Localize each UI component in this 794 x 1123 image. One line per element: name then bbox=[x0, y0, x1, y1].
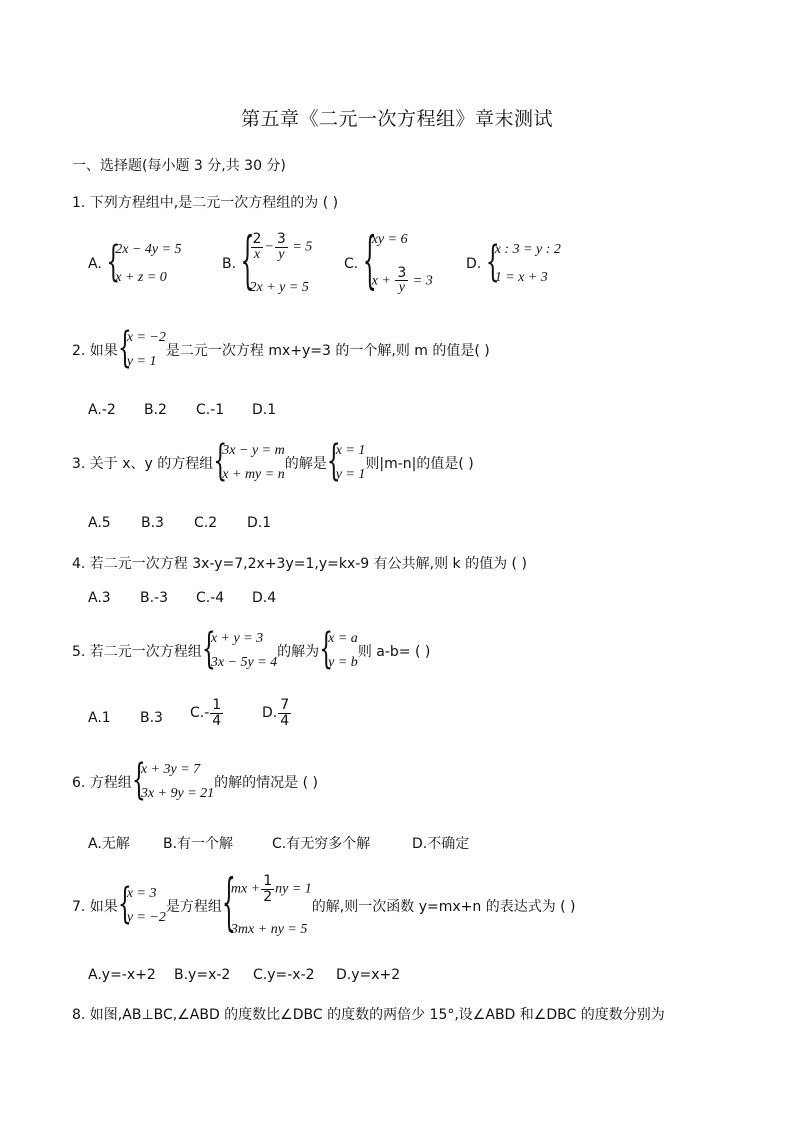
q7-prefix: 7. 如果 bbox=[72, 899, 118, 915]
q2-eq2: y = 1 bbox=[126, 354, 157, 369]
q6-eq1: x + 3y = 7 bbox=[140, 762, 201, 777]
q1-c-eq1: xy = 6 bbox=[371, 232, 408, 247]
q1-option-a-system: { 2x − 4y = 5 x + z = 0 bbox=[106, 239, 182, 287]
q5-c-frac-den: 4 bbox=[212, 712, 222, 729]
q6-suffix: 的解的情况是 ( ) bbox=[214, 775, 318, 791]
q3-sol2: y = 1 bbox=[335, 467, 366, 482]
q7-suffix: 的解,则一次函数 y=mx+n 的表达式为 ( ) bbox=[311, 899, 576, 915]
question-8-stem: 8. 如图,AB⊥BC,∠ABD 的度数比∠DBC 的度数的两倍少 15°,设∠ABD 和∠DBC 的度数分别为 bbox=[72, 1007, 665, 1023]
q7-option-c: C.y=-x-2 bbox=[253, 967, 315, 983]
q1-option-d bbox=[466, 239, 561, 287]
question-2 bbox=[72, 325, 490, 373]
q3-option-c: C.2 bbox=[194, 515, 218, 531]
q1-option-c-label: C. bbox=[344, 256, 359, 272]
q1-a-eq1: 2x − 4y = 5 bbox=[115, 242, 182, 257]
q1-option-b-label: B. bbox=[222, 256, 237, 272]
q3-eq1: 3x − y = m bbox=[222, 443, 285, 458]
q1-d-eq1: x : 3 = y : 2 bbox=[494, 242, 561, 257]
q5-option-b: B.3 bbox=[140, 710, 163, 726]
question-3 bbox=[72, 438, 474, 486]
section-heading: 一、选择题(每小题 3 分,共 30 分) bbox=[72, 158, 286, 174]
q6-equation-system: { x + 3y = 7 3x + 9y = 21 bbox=[131, 757, 215, 805]
q1-b-frac1-den: x bbox=[253, 246, 261, 262]
q3-option-a: A.5 bbox=[88, 515, 111, 531]
q7-frac-den: 2 bbox=[263, 888, 273, 905]
q3-eq2: x + my = n bbox=[222, 467, 285, 482]
q5-d-frac-num: 7 bbox=[280, 697, 290, 713]
q1-option-d-system: { x : 3 = y : 2 1 = x + 3 bbox=[485, 239, 561, 287]
q7-option-a: A.y=-x+2 bbox=[88, 967, 156, 983]
q6-option-b: B.有一个解 bbox=[163, 836, 234, 852]
q5-eq2: 3x − 5y = 4 bbox=[210, 655, 278, 670]
q1-option-a-label: A. bbox=[88, 256, 102, 272]
q1-c-eq2-left: x + bbox=[371, 273, 391, 289]
q3-equation-system: { 3x − y = m x + my = n bbox=[213, 438, 285, 486]
question-5 bbox=[72, 626, 431, 674]
q3-option-b: B.3 bbox=[141, 515, 164, 531]
q7-sol2: y = −2 bbox=[126, 910, 166, 925]
q1-option-b-system: { $\frac{2}{x}$ − $\frac{3}{y}$ = 5 2x + y = 5 bbox=[240, 227, 313, 298]
q5-option-a: A.1 bbox=[88, 710, 111, 726]
q4-option-c: C.-4 bbox=[196, 590, 225, 606]
question-7 bbox=[72, 869, 576, 940]
q2-option-a: A.-2 bbox=[88, 402, 116, 418]
q7-eq1-right: ny = 1 bbox=[275, 881, 312, 897]
q5-sol1: x = a bbox=[328, 631, 358, 646]
q1-c-frac-num: 3 bbox=[397, 264, 407, 281]
q5-d-frac-den: 4 bbox=[280, 712, 290, 729]
q1-b-frac2-den: y bbox=[278, 246, 285, 262]
q6-eq2: 3x + 9y = 21 bbox=[140, 786, 215, 801]
q7-option-b: B.y=x-2 bbox=[174, 967, 231, 983]
q1-b-frac2-num: 3 bbox=[276, 231, 286, 247]
q1-c-eq2-rhs: = 3 bbox=[412, 273, 433, 289]
q5-suffix: 则 a-b= ( ) bbox=[357, 644, 431, 660]
q2-eq1: x = −2 bbox=[126, 330, 166, 345]
q3-option-d: D.1 bbox=[247, 515, 272, 531]
q7-option-d: D.y=x+2 bbox=[336, 967, 401, 983]
q5-c-frac-num: 1 bbox=[212, 697, 222, 713]
q5-option-d bbox=[262, 698, 292, 728]
q7-equation-system: { mx + $\frac{1}{2}$ ny = 1 3mx + ny = 5 bbox=[221, 869, 312, 940]
q3-middle: 的解是 bbox=[284, 456, 327, 472]
q2-option-b: B.2 bbox=[144, 402, 167, 418]
q3-sol1: x = 1 bbox=[335, 443, 366, 458]
q1-option-c bbox=[344, 227, 433, 298]
q3-prefix: 3. 关于 x、y 的方程组 bbox=[72, 456, 214, 472]
q5-middle: 的解为 bbox=[277, 644, 320, 660]
q6-prefix: 6. 方程组 bbox=[72, 775, 132, 791]
q2-suffix: 是二元一次方程 mx+y=3 的一个解,则 m 的值是( ) bbox=[165, 343, 490, 359]
q7-eq1-left: mx + bbox=[230, 881, 261, 897]
q6-option-d: D.不确定 bbox=[412, 836, 470, 852]
q2-prefix: 2. 如果 bbox=[72, 343, 118, 359]
q1-d-eq2: 1 = x + 3 bbox=[494, 270, 548, 285]
q2-solution-system: { x = −2 y = 1 bbox=[117, 325, 166, 373]
q5-equation-system: { x + y = 3 3x − 5y = 4 bbox=[201, 626, 278, 674]
q3-suffix: 则|m-n|的值是( ) bbox=[365, 456, 474, 472]
q5-solution-system: { x = a y = b bbox=[319, 626, 358, 674]
question-4-stem: 4. 若二元一次方程 3x-y=7,2x+3y=1,y=kx-9 有公共解,则 k 的值为 ( ) bbox=[72, 556, 527, 572]
q1-b-eq2: 2x + y = 5 bbox=[249, 280, 309, 295]
q2-option-d: D.1 bbox=[252, 402, 277, 418]
q5-prefix: 5. 若二元一次方程组 bbox=[72, 644, 202, 660]
q4-option-d: D.4 bbox=[252, 590, 277, 606]
q5-option-c bbox=[190, 698, 224, 728]
q1-option-c-system: { xy = 6 x + $\frac{3}{y}$ = 3 bbox=[362, 227, 433, 298]
q1-option-a bbox=[88, 239, 182, 287]
q5-sol2: y = b bbox=[328, 655, 358, 670]
q5-option-d-label: D. bbox=[262, 705, 278, 722]
q7-sol1: x = 3 bbox=[126, 886, 157, 901]
question-6 bbox=[72, 757, 318, 805]
q5-option-c-label: C.- bbox=[190, 705, 210, 722]
q1-b-minus: − bbox=[264, 239, 274, 255]
q3-solution-system: { x = 1 y = 1 bbox=[326, 438, 366, 486]
q7-eq2: 3mx + ny = 5 bbox=[230, 922, 308, 937]
q1-b-frac1-num: 2 bbox=[252, 231, 262, 247]
q1-option-b bbox=[222, 227, 313, 298]
q7-middle: 是方程组 bbox=[165, 899, 222, 915]
q6-option-a: A.无解 bbox=[88, 836, 130, 852]
question-1-stem: 1. 下列方程组中,是二元一次方程组的为 ( ) bbox=[72, 195, 339, 211]
q4-option-b: B.-3 bbox=[140, 590, 169, 606]
q1-option-d-label: D. bbox=[466, 256, 482, 272]
q5-eq1: x + y = 3 bbox=[210, 631, 264, 646]
q1-b-eq1-rhs: = 5 bbox=[292, 239, 313, 255]
q1-c-frac-den: y bbox=[398, 280, 405, 296]
q1-a-eq2: x + z = 0 bbox=[115, 270, 167, 285]
q7-solution-system: { x = 3 y = −2 bbox=[117, 881, 166, 929]
q2-option-c: C.-1 bbox=[196, 402, 225, 418]
q6-option-c: C.有无穷多个解 bbox=[272, 836, 371, 852]
q7-frac-num: 1 bbox=[263, 873, 273, 889]
q4-option-a: A.3 bbox=[88, 590, 111, 606]
page-title: 第五章《二元一次方程组》章末测试 bbox=[240, 108, 553, 130]
